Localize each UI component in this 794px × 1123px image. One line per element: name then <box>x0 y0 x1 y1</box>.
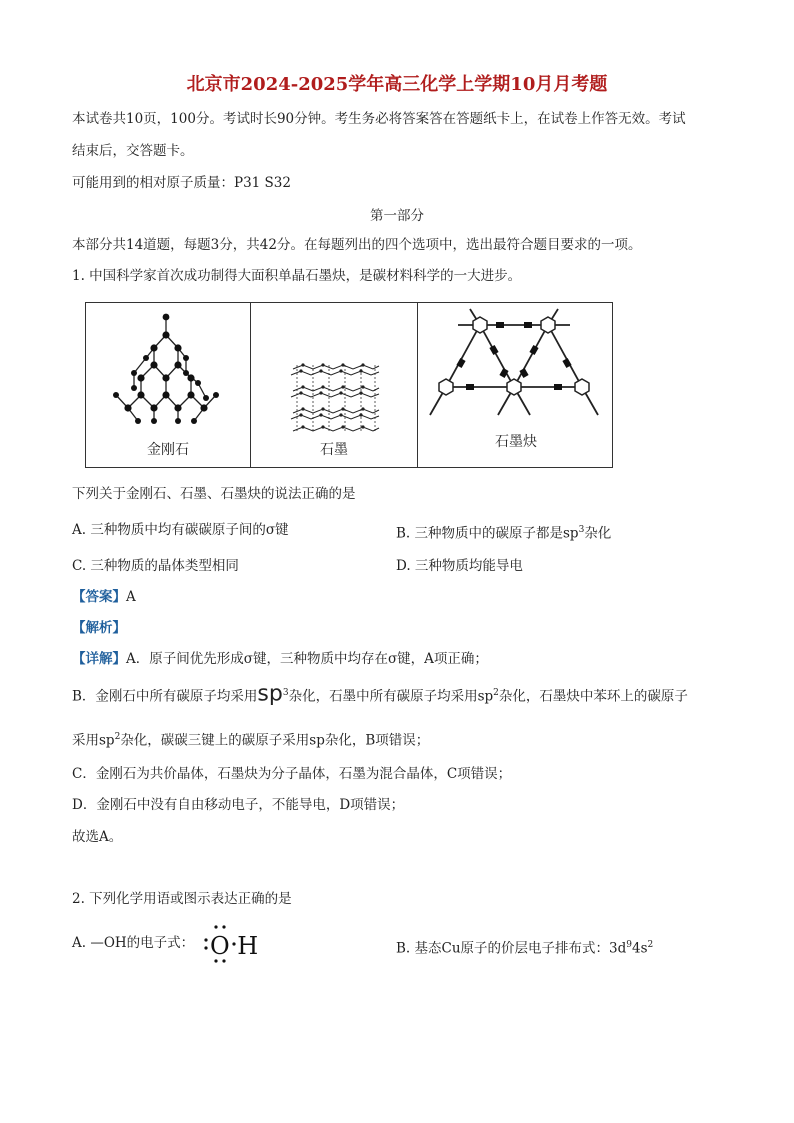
atomic-mass-line: 可能用到的相对原子质量：P31 S32 <box>72 175 291 191</box>
detail-a: 【详解】A．原子间优先形成σ键，三种物质中均存在σ键，A项正确； <box>72 651 488 667</box>
part-heading: 第一部分 <box>370 208 424 224</box>
q1-option-a: A. 三种物质中均有碳碳原子间的σ键 <box>72 522 289 538</box>
analysis-heading: 【解析】 <box>72 620 126 636</box>
graphite-structure-image <box>251 303 418 443</box>
allotrope-figure <box>85 302 613 468</box>
intro-line-1: 本试卷共10页，100分。考试时长90分钟。考生务必将答案答在答题纸卡上，在试卷上作答无效。考试 <box>72 111 686 127</box>
electron-dot-diagram <box>196 922 276 966</box>
detail-d: D．金刚石中没有自由移动电子，不能导电，D项错误； <box>72 797 405 813</box>
question-2-stem: 2. 下列化学用语或图示表达正确的是 <box>72 891 292 907</box>
detail-c: C．金刚石为共价晶体，石墨炔为分子晶体，石墨为混合晶体，C项错误； <box>72 766 512 782</box>
hydroxyl-electron-formula <box>196 922 276 970</box>
diamond-structure-image <box>86 303 251 443</box>
detail-b-line-1: B．金刚石中所有碳原子均采用$sp^3$杂化，石墨中所有碳原子均采用$sp^2$杂化，石墨炔中苯环上的碳原子 <box>72 681 688 707</box>
question-1-prompt: 下列关于金刚石、石墨、石墨炔的说法正确的是 <box>72 486 356 502</box>
question-1-stem: 1. 中国科学家首次成功制得大面积单晶石墨炔，是碳材料科学的一大进步。 <box>72 268 522 284</box>
intro-line-2: 结束后，交答题卡。 <box>72 143 194 159</box>
graphdiyne-label: 石墨炔 <box>495 434 537 450</box>
q1-option-b: B. 三种物质中的碳原子都是$sp^3$杂化 <box>396 525 612 542</box>
graphite-cell <box>251 303 418 467</box>
answer-line: 【答案】A <box>72 589 136 605</box>
q2-option-a: A. —OH的电子式： <box>72 935 195 951</box>
q1-option-c: C. 三种物质的晶体类型相同 <box>72 558 239 574</box>
formula-text: O H <box>210 932 259 960</box>
graphite-label: 石墨 <box>320 442 348 458</box>
detail-b-line-2: 采用$sp^2$杂化，碳碳三键上的碳原子采用sp杂化，B项错误； <box>72 732 430 749</box>
page-title: 北京市2024-2025学年高三化学上学期10月月考题 <box>186 74 608 95</box>
diamond-label: 金刚石 <box>147 442 189 458</box>
diamond-cell <box>86 303 251 467</box>
graphdiyne-structure-image <box>418 303 614 433</box>
part-instructions: 本部分共14道题，每题3分，共42分。在每题列出的四个选项中，选出最符合题目要求的一项。 <box>72 237 642 253</box>
q1-option-d: D. 三种物质均能导电 <box>396 558 523 574</box>
graphdiyne-cell <box>418 303 614 467</box>
conclusion: 故选A。 <box>72 829 123 845</box>
q2-option-b: B. 基态Cu原子的价层电子排布式：$3d^94s^2$ <box>396 940 654 957</box>
